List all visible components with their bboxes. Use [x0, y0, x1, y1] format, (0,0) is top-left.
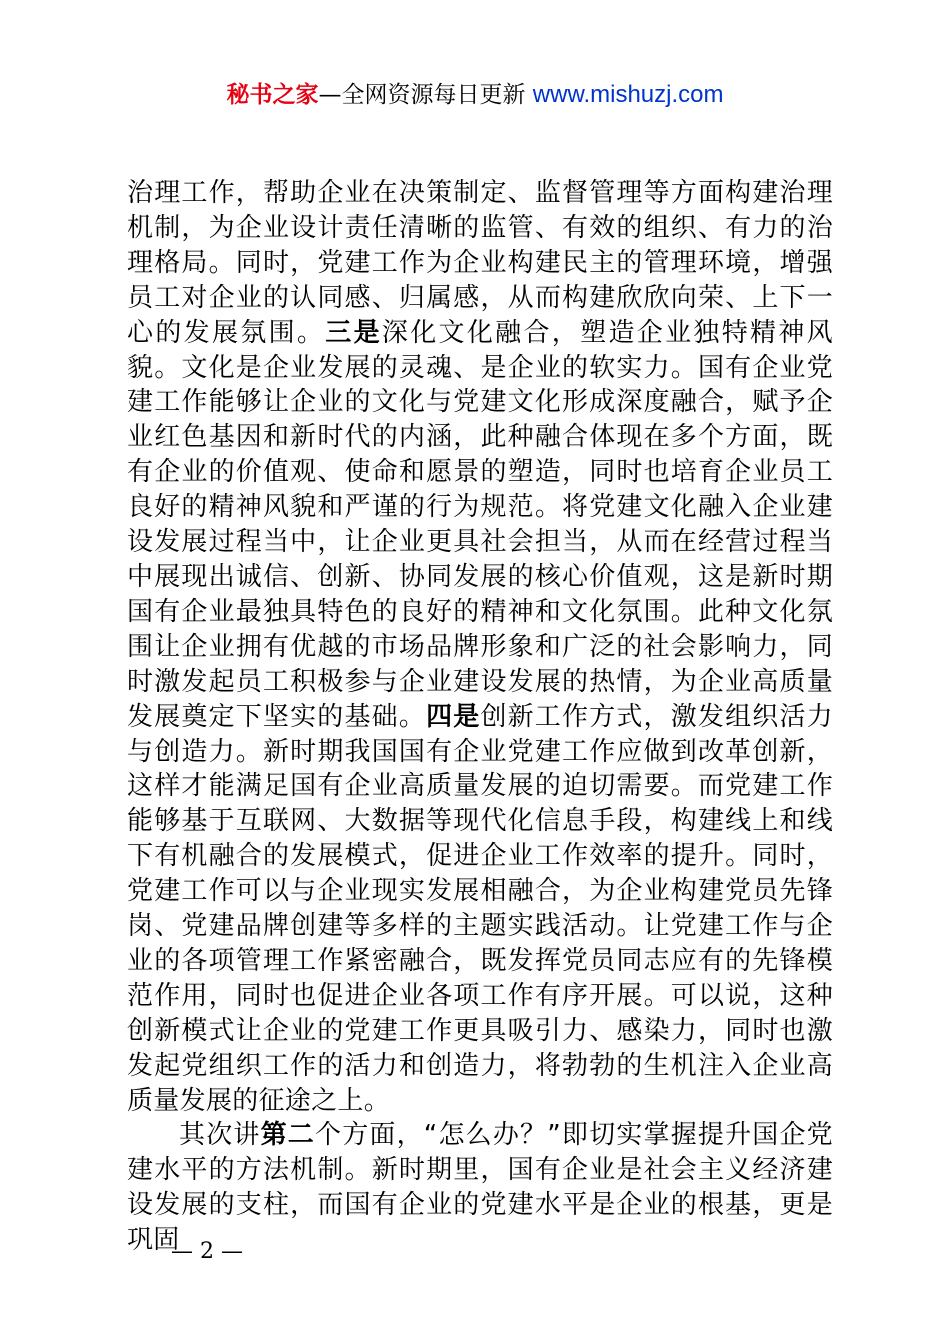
- paragraph-text: 其次讲: [179, 1120, 261, 1151]
- second-aspect-lead: 第二: [260, 1120, 315, 1151]
- paragraph-text: 创新工作方式，激发组织活力与创造力。新时期我国国有企业党建工作应做到改革创新，这样才能满足国有企业高质量发展的迫切需要。而党建工作能够基于互联网、大数据等现代化信息手段，构建线上和线下有机融合的发展模式，促进企业工作效率的提升。同时，党建工作可以与企业现实发展相融合，为企业构建党员先锋岗、党建品牌创建等多样的主题实践活动。让党建工作与企业的各项管理工作紧密融合，既发挥党员同志应有的先锋模范作用，同时也促进企业各项工作有序开展。可以说，这种创新模式让企业的党建工作更具吸引力、感染力，同时也激发起党组织工作的活力和创造力，将勃勃的生机注入企业高质量发展的征途之上。: [127, 701, 833, 1116]
- document-body: [127, 176, 833, 1258]
- point-three-lead: 三是: [325, 317, 382, 348]
- site-header: [0, 78, 950, 112]
- site-url-link[interactable]: www.mishuzj.com: [532, 81, 724, 108]
- point-four-lead: 四是: [426, 701, 481, 732]
- site-tagline: —全网资源每日更新: [318, 82, 526, 108]
- paragraph-continued: [127, 176, 833, 1118]
- site-brand: 秘书之家: [226, 82, 319, 108]
- paragraph-text: 深化文化融合，塑造企业独特精神风貌。文化是企业发展的灵魂、是企业的软实力。国有企业党建工作能够让企业的文化与党建文化形成深度融合，赋予企业红色基因和新时代的内涵，此种融合体现在多个方面，既有企业的价值观、使命和愿景的塑造，同时也培育企业员工良好的精神风貌和严谨的行为规范。将党建文化融入企业建设发展过程当中，让企业更具社会担当，从而在经营过程当中展现出诚信、创新、协同发展的核心价值观，这是新时期国有企业最独具特色的良好的精神和文化氛围。此种文化氛围让企业拥有优越的市场品牌形象和广泛的社会影响力，同时激发起员工积极参与企业建设发展的热情，为企业高质量发展奠定下坚实的基础。: [127, 317, 833, 732]
- paragraph-text: 个方面，“怎么办？”即切实掌握提升国企党建水平的方法机制。新时期里，国有企业是社会主义经济建设发展的支柱，而国有企业的党建水平是企业的根基，更是巩固: [127, 1120, 833, 1256]
- page-number: — 2 —: [171, 1239, 243, 1264]
- paragraph-text: 治理工作，帮助企业在决策制定、监督管理等方面构建治理机制，为企业设计责任清晰的监管、有效的组织、有力的治理格局。同时，党建工作为企业构建民主的管理环境，增强员工对企业的认同感、归属感，从而构建欣欣向荣、上下一心的发展氛围。: [127, 178, 833, 348]
